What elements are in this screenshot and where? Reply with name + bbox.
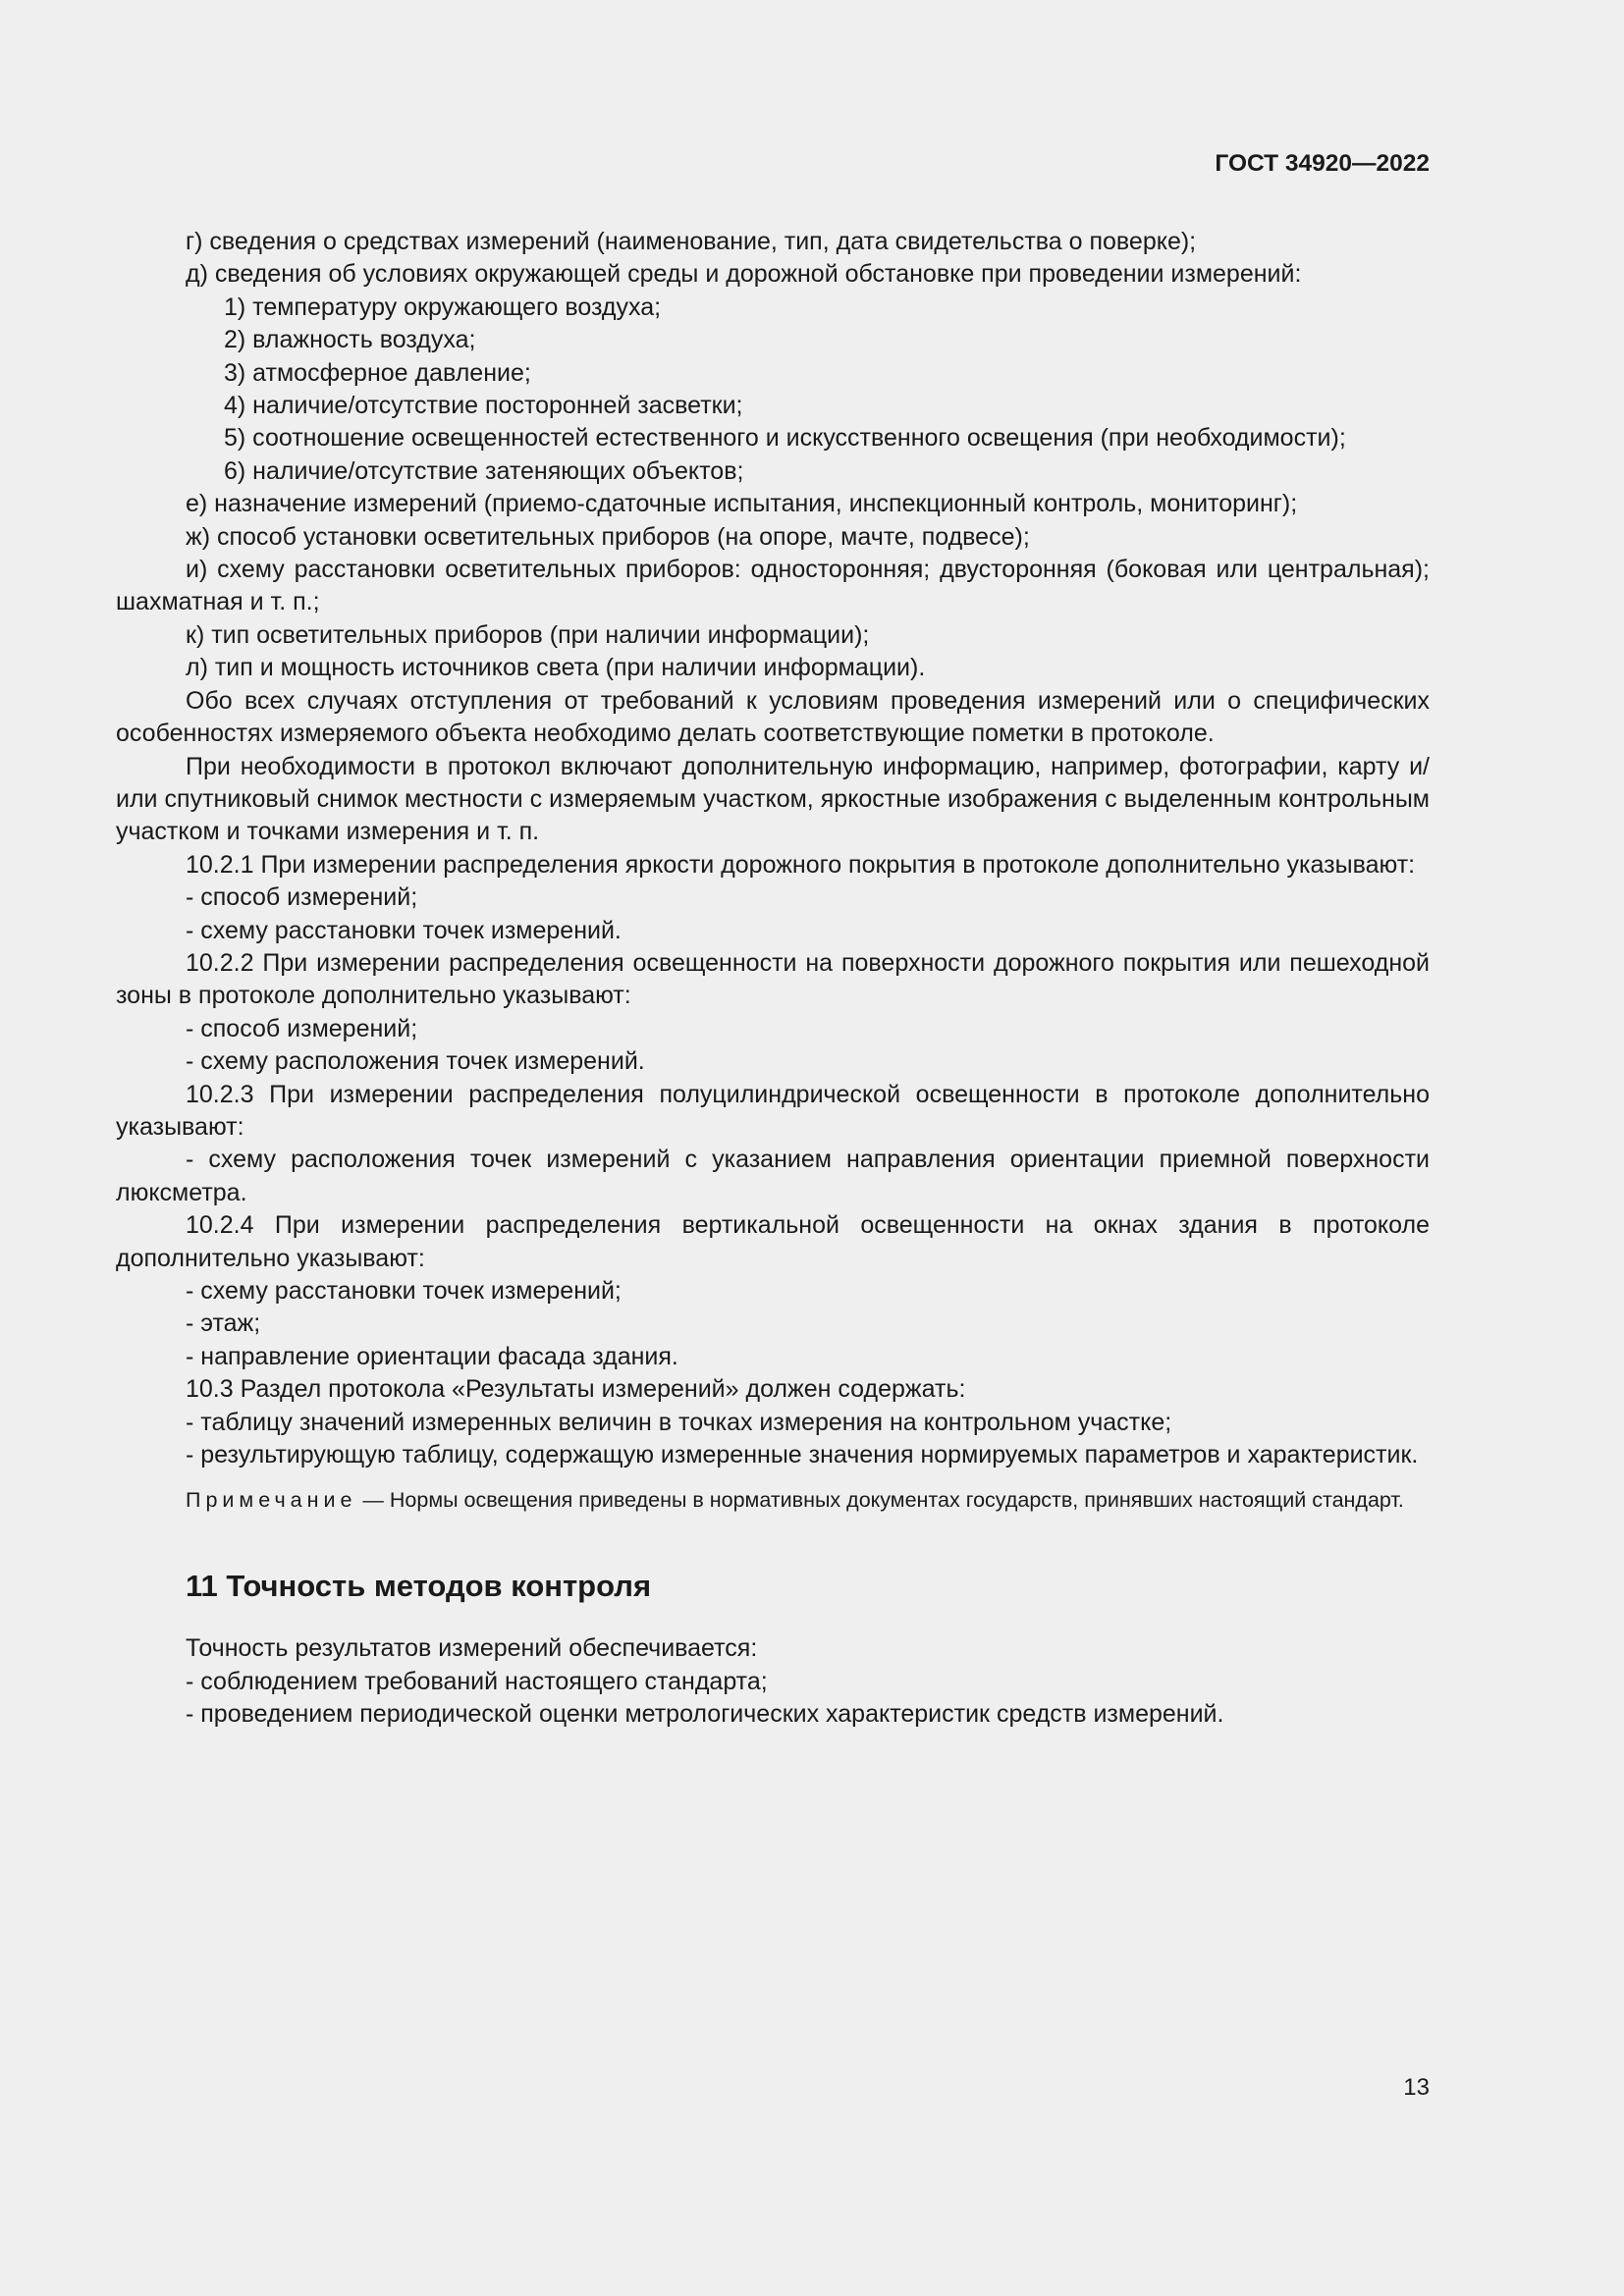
- note-text: — Нормы освещения приведены в нормативных документах государств, принявших настоящий стандарт.: [356, 1488, 1404, 1513]
- list-item-g: г) сведения о средствах измерений (наименование, тип, дата свидетельства о поверке);: [186, 228, 1197, 255]
- paragraph-additional-info: При необходимости в протокол включают дополнительную информацию, например, фотографии, карту и/или спутниковый снимок местности с измеряемым участком, яркостные изображения с выделенным контрольным участком и точками измерения и т. п.: [116, 752, 1430, 846]
- sub-item-3: 3) атмосферное давление;: [224, 358, 531, 387]
- clause-10-2-4: 10.2.4 При измерении распределения вертикальной освещенности на окнах здания в протоколе дополнительно указывают:: [116, 1211, 1430, 1272]
- list-item-zh: ж) способ установки осветительных приборов (на опоре, мачте, подвесе);: [186, 522, 1030, 551]
- list-item-e: е) назначение измерений (приемо-сдаточные испытания, инспекционный контроль, мониторинг);: [186, 490, 1298, 518]
- sub-item-1: 1) температуру окружающего воздуха;: [224, 293, 662, 321]
- dash-item: - проведением периодической оценки метрологических характеристик средств измерений.: [186, 1700, 1224, 1729]
- dash-item: - таблицу значений измеренных величин в точках измерения на контрольном участке;: [186, 1408, 1172, 1436]
- dash-item: - результирующую таблицу, содержащую измеренные значения нормируемых параметров и характеристик.: [186, 1441, 1419, 1469]
- sub-item-4: 4) наличие/отсутствие посторонней засветки;: [224, 392, 743, 420]
- list-item-l: л) тип и мощность источников света (при наличии информации).: [186, 654, 926, 682]
- sub-item-5: 5) соотношение освещенностей естественного и искусственного освещения (при необходимости);: [224, 424, 1346, 453]
- list-item-i: и) схему расстановки осветительных приборов: односторонняя; двусторонняя (боковая или центральная); шахматная и т. п.;: [116, 556, 1430, 616]
- dash-item: - схему расположения точек измерений с указанием направления ориентации приемной поверхности люксметра.: [116, 1146, 1430, 1206]
- sub-item-2: 2) влажность воздуха;: [224, 326, 476, 354]
- dash-item: - схему расположения точек измерений.: [186, 1047, 645, 1076]
- dash-item: - этаж;: [186, 1309, 261, 1338]
- dash-item: - схему расстановки точек измерений;: [186, 1277, 622, 1305]
- section-11-title: 11 Точность методов контроля: [186, 1569, 652, 1604]
- list-item-d: д) сведения об условиях окружающей среды и дорожной обстановке при проведении измерений:: [186, 260, 1302, 289]
- dash-item: - схему расстановки точек измерений.: [186, 916, 622, 944]
- clause-10-2-1: 10.2.1 При измерении распределения яркости дорожного покрытия в протоколе дополнительно указывают:: [186, 850, 1416, 879]
- clause-10-2-2: 10.2.2 При измерении распределения освещенности на поверхности дорожного покрытия или пешеходной зоны в протоколе дополнительно указывают:: [116, 948, 1430, 1010]
- page-number: 13: [1403, 2074, 1430, 2101]
- dash-item: - соблюдением требований настоящего стандарта;: [186, 1667, 768, 1695]
- sub-item-6: 6) наличие/отсутствие затеняющих объектов;: [224, 456, 744, 485]
- clause-10-3: 10.3 Раздел протокола «Результаты измерений» должен содержать:: [186, 1375, 966, 1404]
- paragraph-deviation: Обо всех случаях отступления от требований к условиям проведения измерений или о специфических особенностях измеряемого объекта необходимо делать соответствующие пометки в протоколе.: [116, 686, 1430, 748]
- dash-item: - направление ориентации фасада здания.: [186, 1342, 678, 1370]
- dash-item: - способ измерений;: [186, 1014, 418, 1042]
- note-lead: Примечание: [186, 1488, 357, 1513]
- list-item-k: к) тип осветительных приборов (при наличии информации);: [186, 620, 870, 649]
- note: [116, 1485, 1430, 1515]
- section-11-intro: Точность результатов измерений обеспечивается:: [186, 1634, 758, 1663]
- document-body: [116, 226, 1430, 1732]
- document-id-header: ГОСТ 34920—2022: [1215, 150, 1430, 177]
- clause-10-2-3: 10.2.3 При измерении распределения полуцилиндрической освещенности в протоколе дополнительно указывают:: [116, 1080, 1430, 1141]
- dash-item: - способ измерений;: [186, 883, 418, 912]
